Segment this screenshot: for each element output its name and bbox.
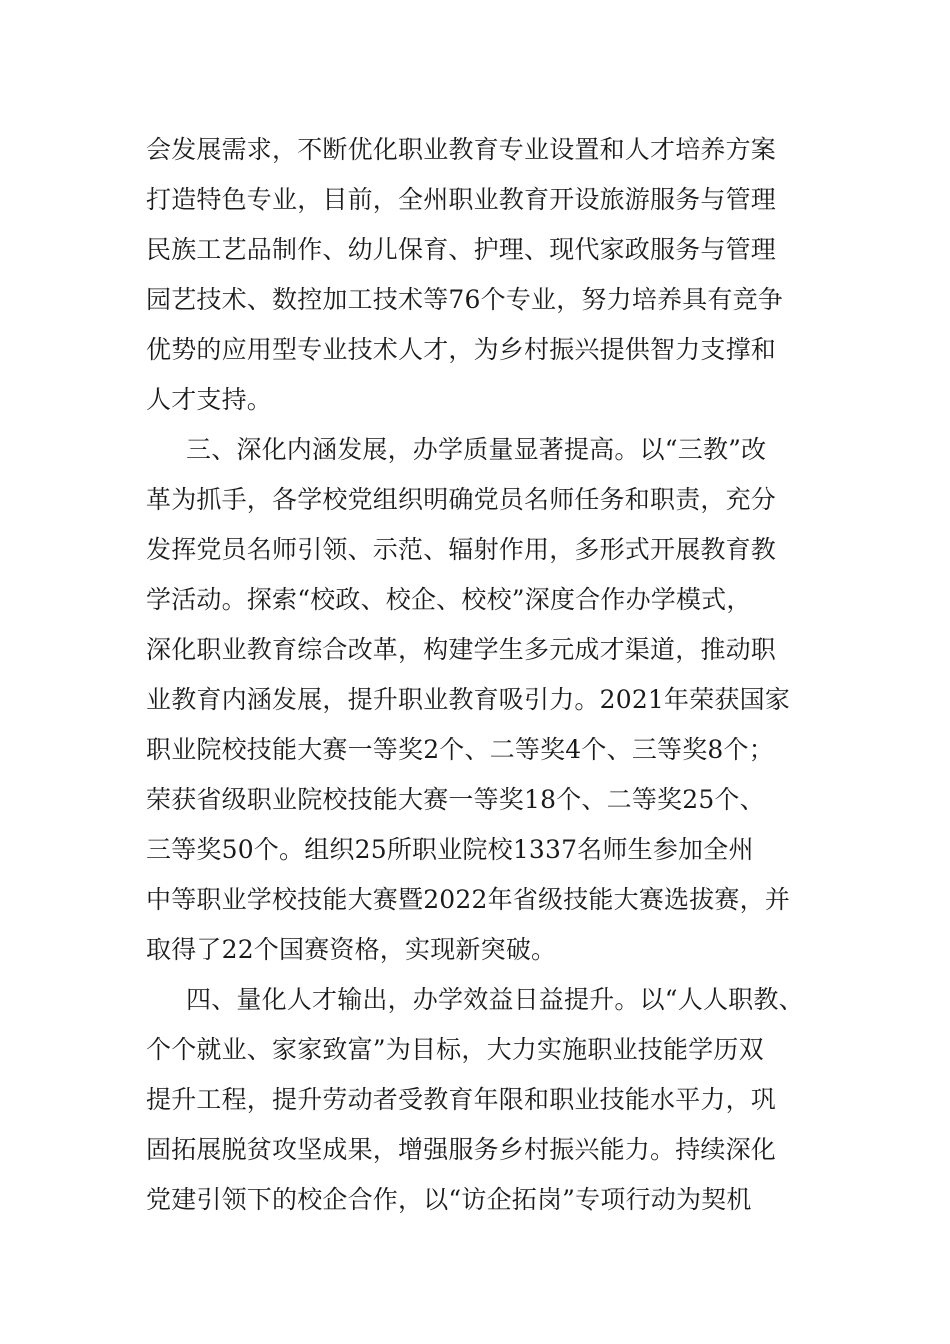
text-line: 优势的应用型专业技术人才，为乡村振兴提供智力支撑和 xyxy=(146,335,777,364)
text-line: 园艺技术、数控加工技术等76个专业，努力培养具有竞争 xyxy=(146,285,784,314)
paragraph-first-line: 三、深化内涵发展，办学质量显著提高。以“三教”改 xyxy=(186,435,767,464)
text-line: 人才支持。 xyxy=(146,385,273,414)
text-line: 中等职业学校技能大赛暨2022年省级技能大赛选拔赛，并 xyxy=(146,885,791,914)
text-line: 取得了22个国赛资格，实现新突破。 xyxy=(146,935,557,964)
paragraph-first-line: 四、量化人才输出，办学效益日益提升。以“人人职教、 xyxy=(186,985,804,1014)
text-line: 个个就业、家家致富”为目标，大力实施职业技能学历双 xyxy=(146,1035,764,1064)
text-line: 打造特色专业，目前，全州职业教育开设旅游服务与管理 xyxy=(146,185,777,214)
text-line: 革为抓手，各学校党组织明确党员名师任务和职责，充分 xyxy=(146,485,777,514)
text-line: 会发展需求，不断优化职业教育专业设置和人才培养方案 xyxy=(146,135,777,164)
text-line: 职业院校技能大赛一等奖2个、二等奖4个、三等奖8个； xyxy=(146,735,774,764)
text-line: 学活动。探索“校政、校企、校校”深度合作办学模式， xyxy=(146,585,752,614)
text-line: 提升工程，提升劳动者受教育年限和职业技能水平力，巩 xyxy=(146,1085,777,1114)
text-line: 固拓展脱贫攻坚成果，增强服务乡村振兴能力。持续深化 xyxy=(146,1135,777,1164)
text-line: 党建引领下的校企合作，以“访企拓岗”专项行动为契机 xyxy=(146,1185,752,1214)
text-line: 荣获省级职业院校技能大赛一等奖18个、二等奖25个、 xyxy=(146,785,765,814)
text-line: 民族工艺品制作、幼儿保育、护理、现代家政服务与管理 xyxy=(146,235,777,264)
text-line: 深化职业教育综合改革，构建学生多元成才渠道，推动职 xyxy=(146,635,777,664)
text-line: 业教育内涵发展，提升职业教育吸引力。2021年荣获国家 xyxy=(146,685,791,714)
text-line: 发挥党员名师引领、示范、辐射作用，多形式开展教育教 xyxy=(146,535,777,564)
text-line: 三等奖50个。组织25所职业院校1337名师生参加全州 xyxy=(146,835,754,864)
